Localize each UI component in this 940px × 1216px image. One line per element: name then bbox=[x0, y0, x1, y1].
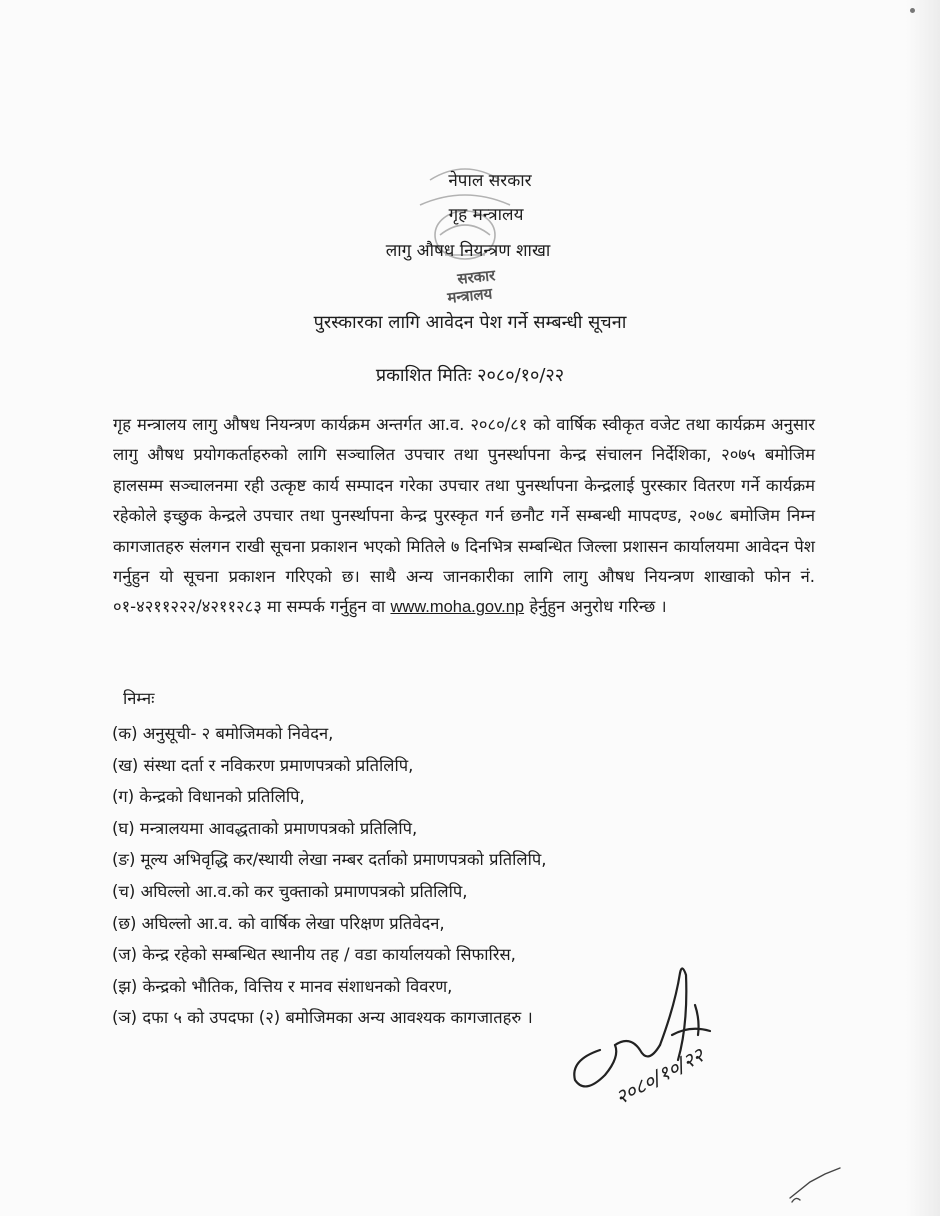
document-item: (छ) अघिल्लो आ.व. को वार्षिक लेखा परिक्षण प्रतिवेदन, bbox=[112, 913, 445, 933]
documents-list-label: निम्नः bbox=[123, 689, 155, 708]
svg-text:मन्त्रालय: मन्त्रालय bbox=[446, 284, 494, 307]
header-government: नेपाल सरकार bbox=[448, 171, 532, 191]
document-item: (ग) केन्द्रको विधानको प्रतिलिपि, bbox=[112, 787, 305, 807]
document-item: (क) अनुसूची- २ बमोजिमको निवेदन, bbox=[112, 724, 334, 743]
ministry-website-link[interactable]: www.moha.gov.np bbox=[390, 598, 525, 617]
notice-paragraph-end: हेर्नुहुन अनुरोध गरिन्छ । bbox=[529, 597, 667, 617]
margin-scribble bbox=[780, 1150, 850, 1210]
svg-text:सरकार: सरकार bbox=[456, 266, 497, 288]
notice-paragraph: गृह मन्त्रालय लागु औषध नियन्त्रण कार्यक्रम अन्तर्गत आ.व. २०८०/८१ को वार्षिक स्वीकृत वजेट तथा कार्यक्रम अनुसार लागु औषध प्रयोगकर्ताहरुको लागि सञ्चालित उपचार तथा पुनर्स्थापना केन्द्र संचालन निर्देशिका, २०७५ बमोजिम हालसम्म सञ्चालनमा रही उत्कृष्ट कार्य सम्पादन गरेका उपचार तथा पुनर्स्थापना केन्द्रलाई पुरस्कार वितरण गर्ने कार्यक्रम रहेकोले इच्छुक केन्द्रले उपचार तथा पुनर्स्थापना केन्द्र पुरस्कृत गर्न छनौट गर्ने सम्बन्धी मापदण्ड, २०७८ बमोजिम निम्न कागजातहरु संलगन राखी सूचना प्रकाशन भएको मितिले ७ दिनभित्र सम्बन्धित जिल्ला प्रशासन कार्यालयमा आवेदन पेश गर्नुहुन यो सूचना प्रकाशन गरिएको छ। साथै अन्य जानकारीका लागि लागु औषध नियन्त्रण शाखाको फोन नं. ०१-४२११२२२/४२११२८३ मा सम्पर्क गर्नुहुन वा bbox=[113, 415, 815, 617]
header-ministry: गृह मन्त्रालय bbox=[448, 205, 524, 225]
notice-title: पुरस्कारका लागि आवेदन पेश गर्ने सम्बन्धी सूचना bbox=[313, 312, 627, 333]
document-item: (ख) संस्था दर्ता र नविकरण प्रमाणपत्रको प्रतिलिपि, bbox=[112, 755, 414, 775]
document-item: (झ) केन्द्रको भौतिक, वित्तिय र मानव संशाधनको विवरण, bbox=[112, 976, 453, 996]
notice-body bbox=[113, 410, 815, 623]
document-item: (ङ) मूल्य अभिवृद्धि कर/स्थायी लेखा नम्बर दर्ताको प्रमाणपत्रको प्रतिलिपि, bbox=[112, 850, 547, 870]
document-item: (ञ) दफा ५ को उपदफा (२) बमोजिमका अन्य आवश्यक कागजातहरु । bbox=[112, 1008, 533, 1028]
document-item: (ज) केन्द्र रहेको सम्बन्धित स्थानीय तह / वडा कार्यालयको सिफारिस, bbox=[112, 945, 516, 965]
handwritten-signature bbox=[560, 965, 780, 1115]
signature-date: २०८०/१०/२२ bbox=[611, 1042, 708, 1110]
document-item: (घ) मन्त्रालयमा आवद्धताको प्रमाणपत्रको प्रतिलिपि, bbox=[112, 818, 418, 838]
header-branch: लागु औषध नियन्त्रण शाखा bbox=[385, 241, 551, 261]
scan-dot bbox=[910, 8, 915, 13]
document-item: (च) अघिल्लो आ.व.को कर चुक्ताको प्रमाणपत्रको प्रतिलिपि, bbox=[112, 881, 468, 901]
published-date: प्रकाशित मितिः २०८०/१०/२२ bbox=[375, 365, 565, 386]
